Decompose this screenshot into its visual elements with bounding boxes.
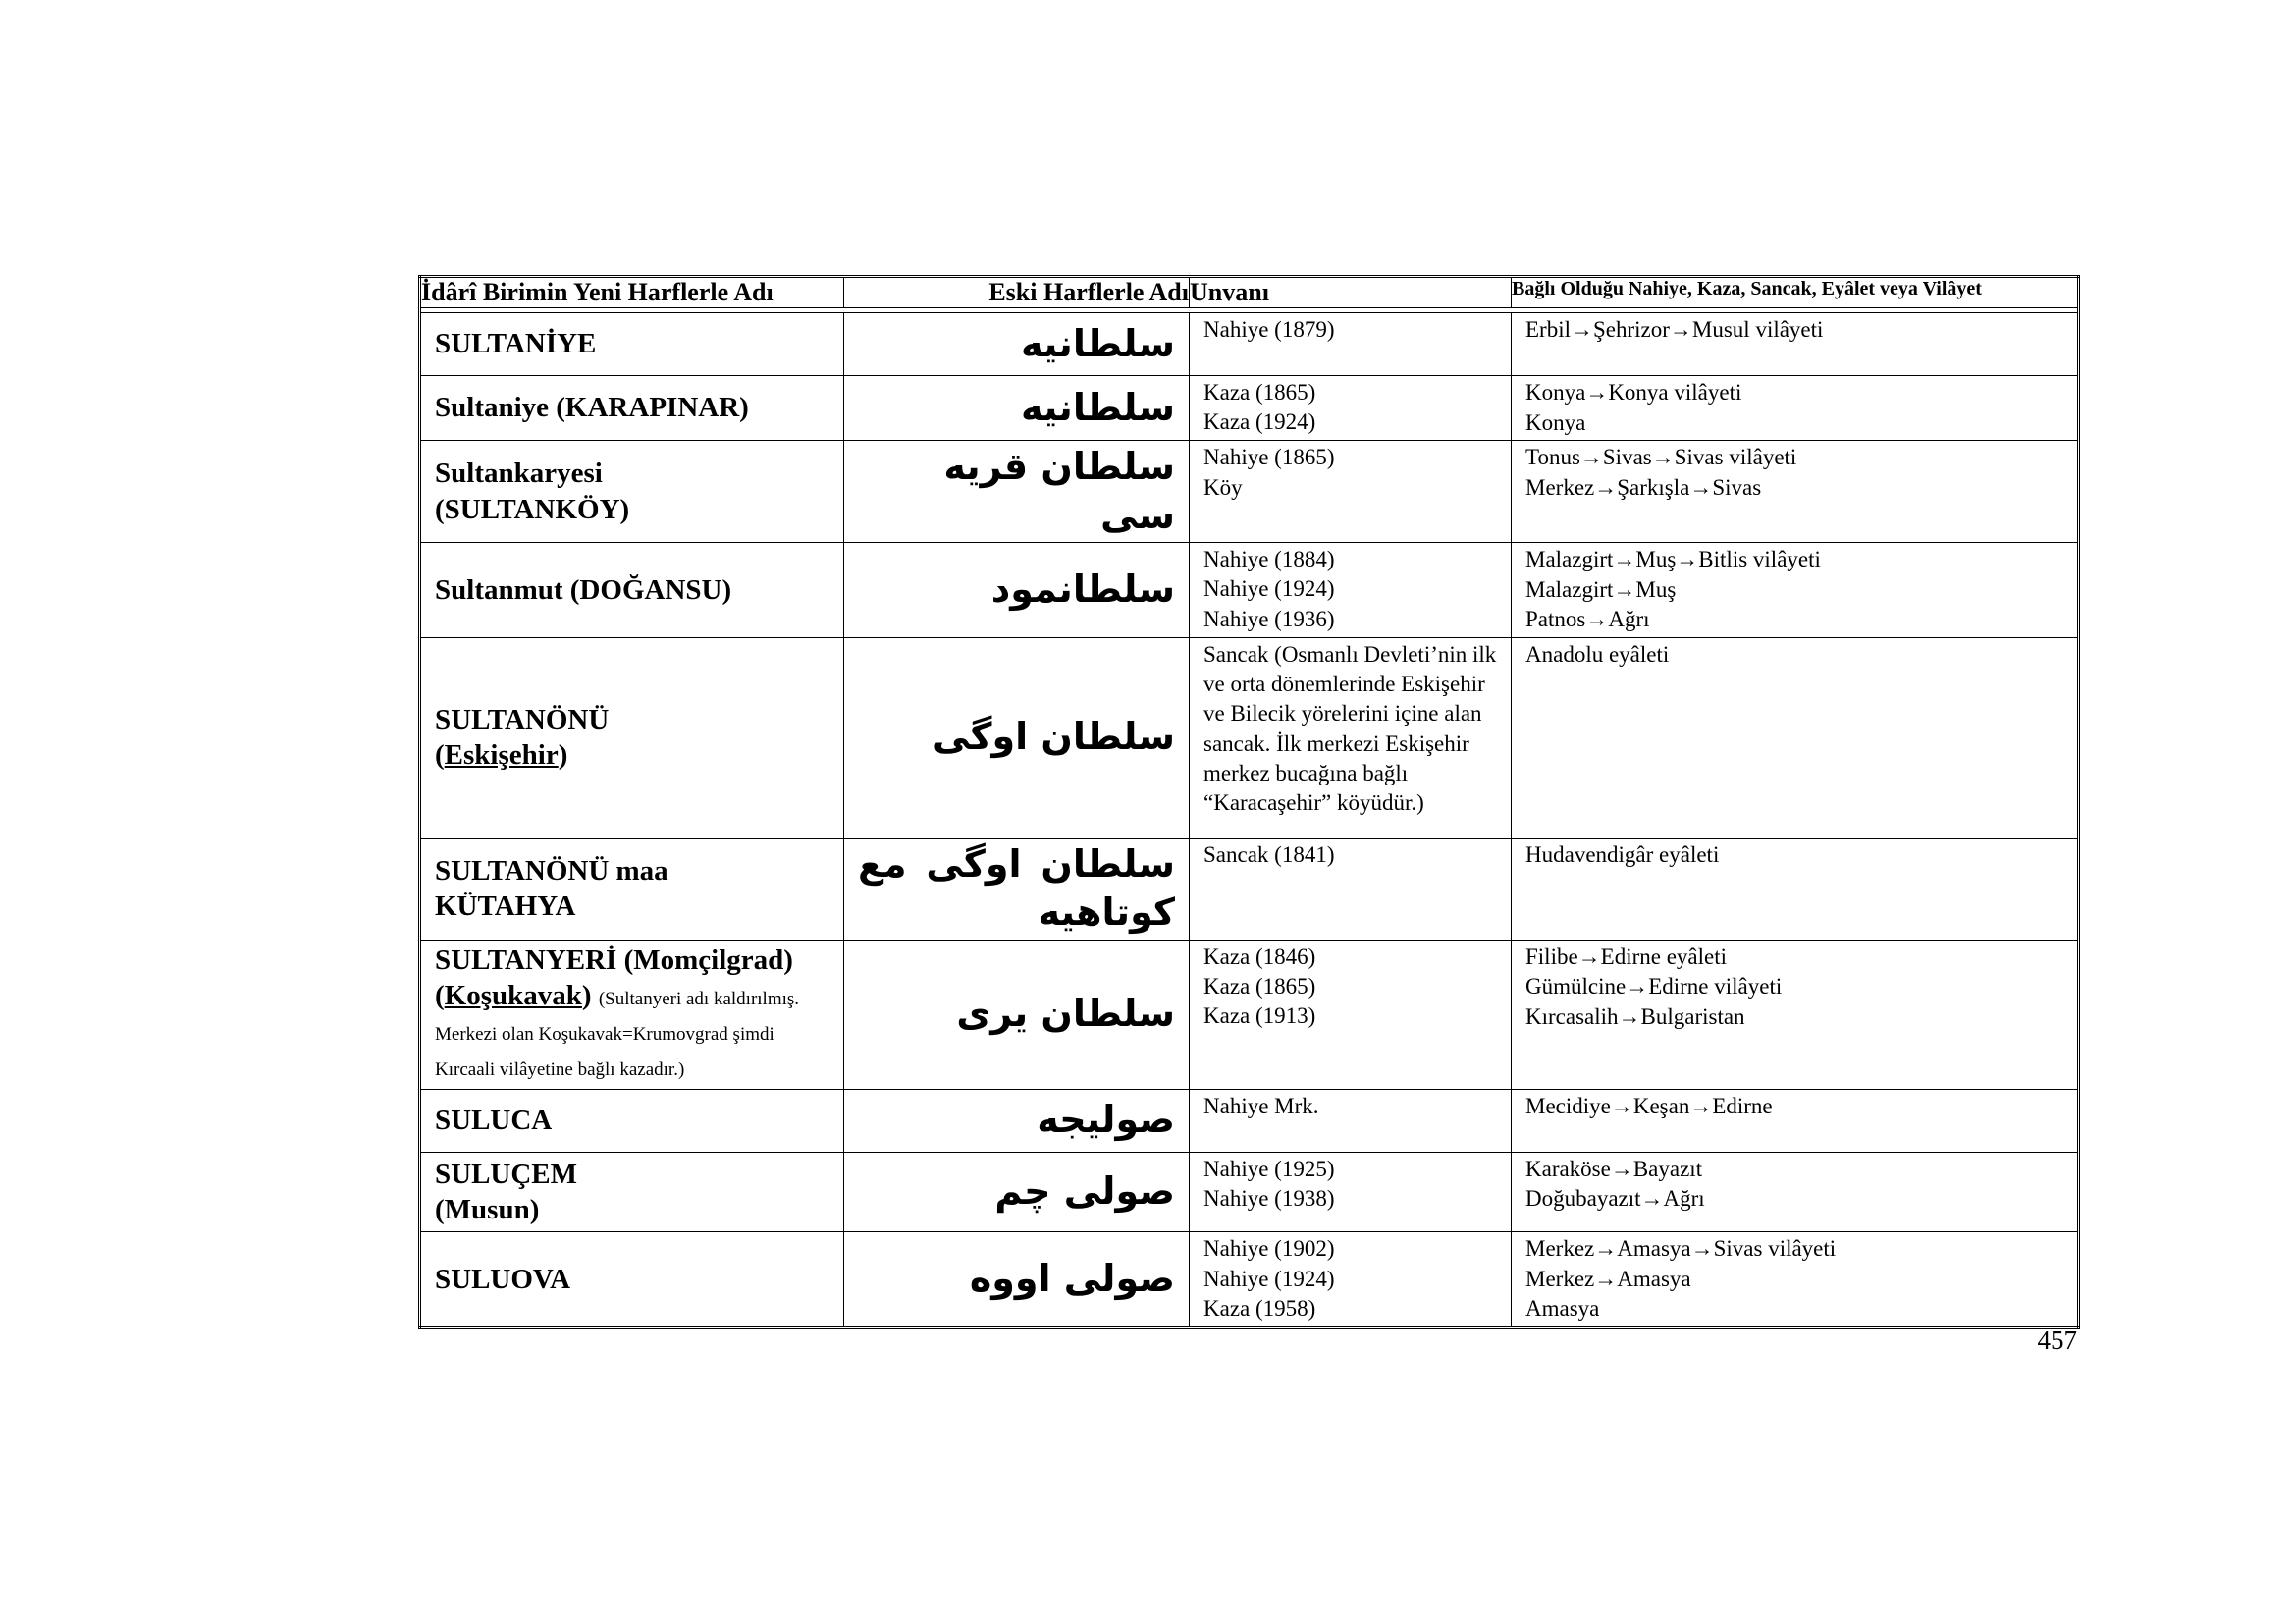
unit-name: SULTANYERİ (Momçilgrad) (Koşukavak) (Sultanyeri adı kaldırılmış. Merkezi olan Koşukavak=Krumovgrad şimdi Kırcaali vilâyetine bağlı kazadır.) bbox=[420, 940, 844, 1089]
parent-unit: Filibe→Edirne eyâleti Gümülcine→Edirne vilâyeti Kırcasalih→Bulgaristan bbox=[1512, 940, 2079, 1089]
parent-unit: Mecidiye→Keşan→Edirne bbox=[1512, 1089, 2079, 1152]
parent-unit: Konya→Konya vilâyeti Konya bbox=[1512, 376, 2079, 441]
unit-title: Nahiye (1865) Köy bbox=[1190, 441, 1512, 543]
table-row bbox=[420, 1152, 2079, 1232]
place-link: Koşukavak bbox=[444, 979, 582, 1011]
table-row bbox=[420, 542, 2079, 637]
header-old-script: Eski Harflerle Adı bbox=[844, 277, 1190, 308]
note-text: (Sultanyeri adı kaldırılmış. Merkezi olan Koşukavak=Krumovgrad şimdi Kırcaali vilâyetine bağlı kazadır.) bbox=[435, 988, 800, 1081]
table-row bbox=[420, 637, 2079, 838]
unit-title: Nahiye Mrk. bbox=[1190, 1089, 1512, 1152]
parent-unit: Hudavendigâr eyâleti bbox=[1512, 838, 2079, 940]
unit-name: Sultanmut (DOĞANSU) bbox=[420, 542, 844, 637]
table-row bbox=[420, 940, 2079, 1089]
old-script-name: سلطانيه bbox=[844, 376, 1190, 441]
unit-name: SULTANÖNÜ (Eskişehir) bbox=[420, 637, 844, 838]
gazetteer-table bbox=[418, 275, 2080, 1329]
old-script-name: سلطان اوگى bbox=[844, 637, 1190, 838]
unit-title: Nahiye (1902) Nahiye (1924) Kaza (1958) bbox=[1190, 1232, 1512, 1328]
old-script-name: صولى اووه bbox=[844, 1232, 1190, 1328]
parent-unit: Merkez→Amasya→Sivas vilâyeti Merkez→Amasya Amasya bbox=[1512, 1232, 2079, 1328]
table-row bbox=[420, 1089, 2079, 1152]
unit-title: Nahiye (1925) Nahiye (1938) bbox=[1190, 1152, 1512, 1232]
unit-name: SULUCA bbox=[420, 1089, 844, 1152]
old-script-name: سلطانمود bbox=[844, 542, 1190, 637]
table-row bbox=[420, 441, 2079, 543]
parent-unit: Malazgirt→Muş→Bitlis vilâyeti Malazgirt→Muş Patnos→Ağrı bbox=[1512, 542, 2079, 637]
parent-unit: Anadolu eyâleti bbox=[1512, 637, 2079, 838]
unit-name: SULTANÖNÜ maa KÜTAHYA bbox=[420, 838, 844, 940]
table-row bbox=[420, 1232, 2079, 1328]
table-header-row bbox=[420, 277, 2079, 308]
parent-unit: Tonus→Sivas→Sivas vilâyeti Merkez→Şarkışla→Sivas bbox=[1512, 441, 2079, 543]
parent-unit: Erbil→Şehrizor→Musul vilâyeti bbox=[1512, 313, 2079, 376]
page-number: 457 bbox=[2037, 1326, 2077, 1355]
unit-title: Nahiye (1879) bbox=[1190, 313, 1512, 376]
old-script-name: صولى چم bbox=[844, 1152, 1190, 1232]
header-new-name: İdârî Birimin Yeni Harflerle Adı bbox=[420, 277, 844, 308]
old-script-name: سلطانيه bbox=[844, 313, 1190, 376]
old-script-name: سلطان يرى bbox=[844, 940, 1190, 1089]
old-script-name: صوليجه bbox=[844, 1089, 1190, 1152]
header-parent-unit: Bağlı Olduğu Nahiye, Kaza, Sancak, Eyâlet veya Vilâyet bbox=[1512, 277, 2079, 308]
old-script-name: سلطان اوگى مع كوتاهيه bbox=[844, 838, 1190, 940]
unit-title: Kaza (1865) Kaza (1924) bbox=[1190, 376, 1512, 441]
header-title: Unvanı bbox=[1190, 277, 1512, 308]
unit-name: SULUOVA bbox=[420, 1232, 844, 1328]
unit-title: Sancak (1841) bbox=[1190, 838, 1512, 940]
unit-name: SULTANİYE bbox=[420, 313, 844, 376]
unit-name: Sultaniye (KARAPINAR) bbox=[420, 376, 844, 441]
table-row bbox=[420, 376, 2079, 441]
place-link: Eskişehir bbox=[444, 739, 559, 772]
old-script-name: سلطان قريه سى bbox=[844, 441, 1190, 543]
parent-unit: Karaköse→Bayazıt Doğubayazıt→Ağrı bbox=[1512, 1152, 2079, 1232]
table-row bbox=[420, 313, 2079, 376]
unit-title: Nahiye (1884) Nahiye (1924) Nahiye (1936) bbox=[1190, 542, 1512, 637]
unit-title: Sancak (Osmanlı Devleti’nin ilk ve orta dönemlerinde Eskişehir ve Bilecik yörelerini içine alan sancak. İlk merkezi Eskişehir merkez bucağına bağlı “Karacaşehir” köyüdür.) bbox=[1190, 637, 1512, 838]
table-row bbox=[420, 838, 2079, 940]
unit-name: SULUÇEM (Musun) bbox=[420, 1152, 844, 1232]
unit-name: Sultankaryesi (SULTANKÖY) bbox=[420, 441, 844, 543]
unit-title: Kaza (1846) Kaza (1865) Kaza (1913) bbox=[1190, 940, 1512, 1089]
